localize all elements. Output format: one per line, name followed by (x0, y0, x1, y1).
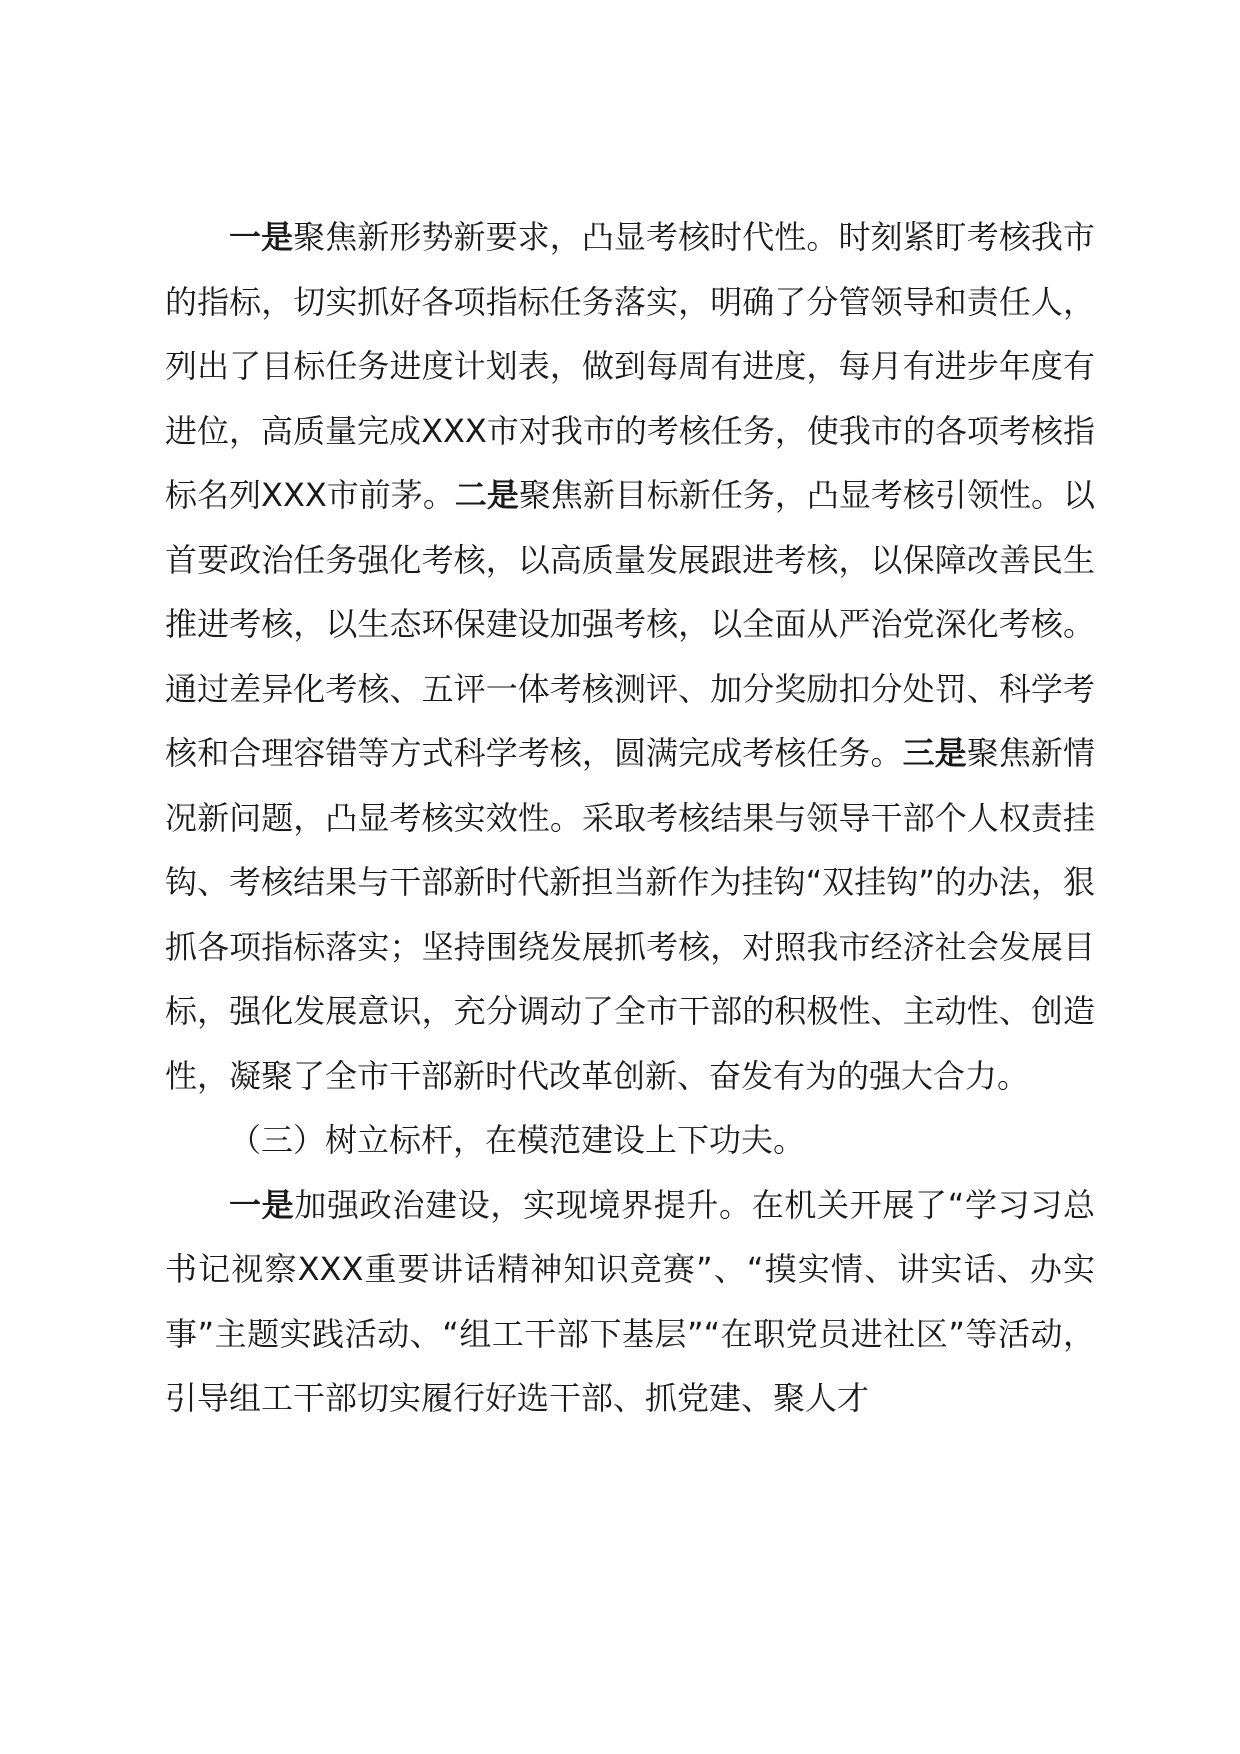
paragraph-1-text-3: 聚焦新情况新问题，凸显考核实效性。采取考核结果与领导干部个人权责挂钩、考核结果与干部新时代新担当新作为挂钩“双挂钩”的办法，狠抓各项指标落实；坚持围绕发展抓考核，对照我市经济社会发展目标，强化发展意识，充分调动了全市干部的积极性、主动性、创造性，凝聚了全市干部新时代改革创新、奋发有为的强大合力。 (165, 734, 1095, 1095)
section-heading (165, 1108, 1095, 1173)
paragraph-3 (165, 1173, 1095, 1431)
document-body (165, 205, 1095, 1431)
paragraph-1-lead-1: 一是 (229, 218, 294, 256)
paragraph-3-lead-1: 一是 (229, 1185, 295, 1224)
paragraph-1-lead-3: 三是 (902, 734, 967, 772)
section-heading-text: （三）树立标杆，在模范建设上下功夫。 (229, 1121, 806, 1159)
paragraph-1-lead-2: 二是 (454, 476, 519, 514)
paragraph-1-text-2: 聚焦新目标新任务，凸显考核引领性。以首要政治任务强化考核，以高质量发展跟进考核，以保障改善民生推进考核，以生态环保建设加强考核，以全面从严治党深化考核。通过差异化考核、五评一体考核测评、加分奖励扣分处罚、科学考核和合理容错等方式科学考核，圆满完成考核任务。 (165, 476, 1095, 772)
paragraph-3-text-1: 加强政治建设，实现境界提升。在机关开展了“学习习总书记视察XXX重要讲话精神知识竞赛”、“摸实情、讲实话、办实事”主题实践活动、“组工干部下基层”“在职党员进社区”等活动，引导组工干部切实履行好选干部、抓党建、聚人才 (165, 1185, 1095, 1417)
paragraph-1-text-1: 聚焦新形势新要求，凸显考核时代性。时刻紧盯考核我市的指标，切实抓好各项指标任务落实，明确了分管领导和责任人，列出了目标任务进度计划表，做到每周有进度，每月有进步年度有进位，高质量完成XXX市对我市的考核任务，使我市的各项考核指标名列XXX市前茅。 (165, 218, 1095, 514)
paragraph-1 (165, 205, 1095, 1108)
